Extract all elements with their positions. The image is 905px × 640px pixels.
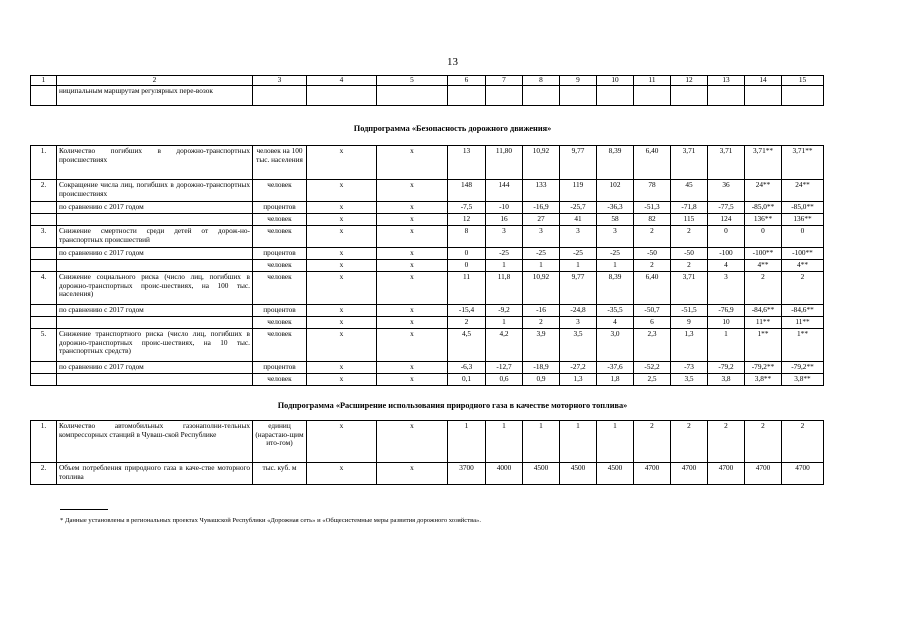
value-cell: 119 <box>560 180 597 202</box>
value-cell: 1 <box>708 329 745 362</box>
value-cell: 6 <box>634 317 671 329</box>
value-cell: -25 <box>560 248 597 260</box>
value-cell: 4 <box>708 260 745 272</box>
value-cell: -15,4 <box>448 305 486 317</box>
value-cell: -76,9 <box>708 305 745 317</box>
cell-empty <box>377 85 448 105</box>
value-cell: х <box>307 362 377 374</box>
value-cell: 11 <box>448 272 486 305</box>
continuation-row <box>31 85 824 105</box>
value-cell: х <box>307 463 377 485</box>
value-cell: 102 <box>597 180 634 202</box>
value-cell: 3,8** <box>782 374 824 386</box>
value-cell: -50 <box>671 248 708 260</box>
row-number <box>31 374 57 386</box>
value-cell: 148 <box>448 180 486 202</box>
column-header: 13 <box>708 76 745 86</box>
value-cell: 9,77 <box>560 272 597 305</box>
value-cell: -52,2 <box>634 362 671 374</box>
value-cell: 1 <box>523 421 560 463</box>
subprogram-title-road-safety: Подпрограмма «Безопасность дорожного движения» <box>353 124 552 133</box>
value-cell: 4** <box>782 260 824 272</box>
value-cell: -10 <box>486 202 523 214</box>
value-cell: 4700 <box>634 463 671 485</box>
value-cell: 3,5 <box>671 374 708 386</box>
value-cell: х <box>377 214 448 226</box>
cell-empty <box>57 374 253 386</box>
unit-cell: человек <box>253 226 307 248</box>
indicator-name: Количество погибших в дорожно-транспортных происшествиях <box>57 146 253 180</box>
value-cell: х <box>377 260 448 272</box>
value-cell: 2,3 <box>634 329 671 362</box>
value-cell: 133 <box>523 180 560 202</box>
cell-empty <box>31 85 57 105</box>
value-cell: х <box>307 248 377 260</box>
value-cell: 1 <box>597 421 634 463</box>
value-cell: -100 <box>708 248 745 260</box>
value-cell: 3,71** <box>782 146 824 180</box>
cell-empty <box>307 85 377 105</box>
unit-cell: процентов <box>253 362 307 374</box>
value-cell: 3,8 <box>708 374 745 386</box>
value-cell: 8,39 <box>597 146 634 180</box>
value-cell: 36 <box>708 180 745 202</box>
cell-empty <box>782 85 824 105</box>
unit-cell: единиц (нарастаю-щим ито-гом) <box>253 421 307 463</box>
value-cell: 144 <box>486 180 523 202</box>
value-cell: -79,2** <box>782 362 824 374</box>
value-cell: 82 <box>634 214 671 226</box>
value-cell: 11,80 <box>486 146 523 180</box>
table-row <box>31 260 824 272</box>
value-cell: 0 <box>448 248 486 260</box>
column-header: 5 <box>377 76 448 86</box>
row-number: 1. <box>31 146 57 180</box>
value-cell: х <box>377 305 448 317</box>
row-number <box>31 248 57 260</box>
value-cell: -71,8 <box>671 202 708 214</box>
value-cell: 1 <box>560 421 597 463</box>
value-cell: х <box>307 202 377 214</box>
value-cell: 1 <box>560 260 597 272</box>
row-number <box>31 317 57 329</box>
value-cell: 3 <box>560 226 597 248</box>
value-cell: 4,2 <box>486 329 523 362</box>
page-number: 13 <box>447 56 458 68</box>
value-cell: -18,9 <box>523 362 560 374</box>
value-cell: 2 <box>634 421 671 463</box>
value-cell: 4000 <box>486 463 523 485</box>
value-cell: -6,3 <box>448 362 486 374</box>
unit-cell: человек <box>253 260 307 272</box>
value-cell: 2 <box>634 226 671 248</box>
value-cell: -35,5 <box>597 305 634 317</box>
value-cell: х <box>307 146 377 180</box>
unit-cell: тыс. куб. м <box>253 463 307 485</box>
value-cell: х <box>307 260 377 272</box>
value-cell: 3,71 <box>708 146 745 180</box>
table-row <box>31 463 824 485</box>
column-header: 12 <box>671 76 708 86</box>
value-cell: 6,40 <box>634 272 671 305</box>
value-cell: 10,92 <box>523 272 560 305</box>
value-cell: 8,39 <box>597 272 634 305</box>
table-row <box>31 329 824 362</box>
value-cell: х <box>307 421 377 463</box>
indicator-name: Снижение транспортного риска (число лиц, погибших в дорожно-транспортных проис-шествиях, на 10 тыс. транспортных средств) <box>57 329 253 362</box>
value-cell: х <box>307 214 377 226</box>
value-cell: -25 <box>597 248 634 260</box>
value-cell: 4500 <box>597 463 634 485</box>
value-cell: -12,7 <box>486 362 523 374</box>
value-cell: 2 <box>671 421 708 463</box>
indicator-subname: по сравнению с 2017 годом <box>57 248 253 260</box>
value-cell: 2 <box>745 421 782 463</box>
value-cell: 3 <box>486 226 523 248</box>
subprogram-title-natural-gas: Подпрограмма «Расширение использования природного газа в качестве моторного топлива» <box>277 401 628 410</box>
value-cell: 2 <box>634 260 671 272</box>
indicator-name: Снижение социального риска (число лиц, погибших в дорожно-транспортных проис-шествиях, на 100 тыс. населения) <box>57 272 253 305</box>
value-cell: 3 <box>597 226 634 248</box>
value-cell: 4 <box>597 317 634 329</box>
road-safety-table <box>30 145 824 386</box>
value-cell: 9 <box>671 317 708 329</box>
value-cell: х <box>307 226 377 248</box>
value-cell: 1** <box>745 329 782 362</box>
cell-empty <box>57 260 253 272</box>
value-cell: х <box>377 463 448 485</box>
value-cell: -77,5 <box>708 202 745 214</box>
table-row <box>31 202 824 214</box>
value-cell: 45 <box>671 180 708 202</box>
value-cell: х <box>377 180 448 202</box>
value-cell: 11** <box>745 317 782 329</box>
value-cell: 0,9 <box>523 374 560 386</box>
value-cell: 1 <box>448 421 486 463</box>
value-cell: 3,5 <box>560 329 597 362</box>
cell-empty <box>523 85 560 105</box>
column-header: 10 <box>597 76 634 86</box>
value-cell: 4500 <box>560 463 597 485</box>
value-cell: -100** <box>782 248 824 260</box>
unit-cell: человек <box>253 317 307 329</box>
value-cell: 4700 <box>745 463 782 485</box>
indicator-name: ниципальным маршрутам регулярных пере-возок <box>57 85 253 105</box>
value-cell: -73 <box>671 362 708 374</box>
table-row <box>31 305 824 317</box>
value-cell: -16 <box>523 305 560 317</box>
value-cell: 3 <box>708 272 745 305</box>
value-cell: х <box>307 317 377 329</box>
value-cell: 136** <box>782 214 824 226</box>
value-cell: -36,3 <box>597 202 634 214</box>
value-cell: 3,8** <box>745 374 782 386</box>
table-row <box>31 248 824 260</box>
value-cell: 136** <box>745 214 782 226</box>
indicator-subname: по сравнению с 2017 годом <box>57 202 253 214</box>
value-cell: 3,71 <box>671 272 708 305</box>
column-header: 8 <box>523 76 560 86</box>
value-cell: -16,9 <box>523 202 560 214</box>
cell-empty <box>671 85 708 105</box>
unit-cell: процентов <box>253 305 307 317</box>
unit-cell: человек <box>253 329 307 362</box>
value-cell: 3,9 <box>523 329 560 362</box>
value-cell: 0 <box>708 226 745 248</box>
table-row <box>31 362 824 374</box>
value-cell: х <box>377 248 448 260</box>
value-cell: 41 <box>560 214 597 226</box>
value-cell: -51,5 <box>671 305 708 317</box>
table-row <box>31 374 824 386</box>
column-header: 6 <box>448 76 486 86</box>
column-header: 14 <box>745 76 782 86</box>
row-number <box>31 260 57 272</box>
value-cell: 1** <box>782 329 824 362</box>
row-number <box>31 362 57 374</box>
table-row <box>31 421 824 463</box>
value-cell: -25,7 <box>560 202 597 214</box>
value-cell: 1 <box>486 421 523 463</box>
value-cell: х <box>307 272 377 305</box>
column-header: 1 <box>31 76 57 86</box>
cell-empty <box>634 85 671 105</box>
value-cell: 1 <box>597 260 634 272</box>
column-header: 2 <box>57 76 253 86</box>
table-row <box>31 146 824 180</box>
value-cell: 1 <box>486 260 523 272</box>
value-cell: -50 <box>634 248 671 260</box>
value-cell: 2,5 <box>634 374 671 386</box>
value-cell: х <box>307 329 377 362</box>
table-row <box>31 226 824 248</box>
indicator-subname: по сравнению с 2017 годом <box>57 362 253 374</box>
value-cell: 115 <box>671 214 708 226</box>
value-cell: х <box>377 362 448 374</box>
footnote-separator <box>60 509 108 510</box>
row-number <box>31 305 57 317</box>
value-cell: 124 <box>708 214 745 226</box>
value-cell: -7,5 <box>448 202 486 214</box>
column-header: 11 <box>634 76 671 86</box>
value-cell: 3 <box>560 317 597 329</box>
value-cell: 0 <box>782 226 824 248</box>
value-cell: 27 <box>523 214 560 226</box>
value-cell: 2 <box>671 226 708 248</box>
value-cell: 11** <box>782 317 824 329</box>
value-cell: 4700 <box>708 463 745 485</box>
cell-empty <box>57 214 253 226</box>
value-cell: -100** <box>745 248 782 260</box>
cell-empty <box>597 85 634 105</box>
value-cell: 4700 <box>782 463 824 485</box>
value-cell: -84,6** <box>745 305 782 317</box>
indicator-name: Объем потребления природного газа в каче-стве моторного топлива <box>57 463 253 485</box>
row-number: 4. <box>31 272 57 305</box>
value-cell: -79,2 <box>708 362 745 374</box>
value-cell: х <box>377 226 448 248</box>
cell-empty <box>57 317 253 329</box>
row-number: 1. <box>31 421 57 463</box>
cell-empty <box>745 85 782 105</box>
value-cell: 4** <box>745 260 782 272</box>
cell-empty <box>560 85 597 105</box>
value-cell: -50,7 <box>634 305 671 317</box>
indicator-name: Количество автомобильных газонаполни-тельных компрессорных станций в Чуваш-ской Республике <box>57 421 253 463</box>
row-number: 2. <box>31 463 57 485</box>
value-cell: х <box>377 202 448 214</box>
value-cell: -85,0** <box>782 202 824 214</box>
row-number: 3. <box>31 226 57 248</box>
value-cell: 6,40 <box>634 146 671 180</box>
row-number: 2. <box>31 180 57 202</box>
row-number <box>31 214 57 226</box>
value-cell: 1,3 <box>671 329 708 362</box>
value-cell: 0,6 <box>486 374 523 386</box>
unit-cell: человек <box>253 374 307 386</box>
cell-empty <box>486 85 523 105</box>
value-cell: х <box>377 329 448 362</box>
column-header: 15 <box>782 76 824 86</box>
value-cell: х <box>377 272 448 305</box>
table-row <box>31 272 824 305</box>
value-cell: 2 <box>782 421 824 463</box>
value-cell: 3 <box>523 226 560 248</box>
value-cell: х <box>377 146 448 180</box>
cell-empty <box>448 85 486 105</box>
value-cell: 16 <box>486 214 523 226</box>
table-row <box>31 180 824 202</box>
value-cell: х <box>377 374 448 386</box>
value-cell: 3700 <box>448 463 486 485</box>
value-cell: 12 <box>448 214 486 226</box>
value-cell: 1,8 <box>597 374 634 386</box>
unit-cell: человек <box>253 180 307 202</box>
value-cell: 0 <box>448 260 486 272</box>
value-cell: -25 <box>486 248 523 260</box>
table-row <box>31 317 824 329</box>
value-cell: 10 <box>708 317 745 329</box>
value-cell: 4500 <box>523 463 560 485</box>
value-cell: 4,5 <box>448 329 486 362</box>
value-cell: х <box>377 421 448 463</box>
value-cell: -24,8 <box>560 305 597 317</box>
value-cell: -9,2 <box>486 305 523 317</box>
value-cell: 2 <box>782 272 824 305</box>
value-cell: х <box>307 305 377 317</box>
unit-cell: человек <box>253 272 307 305</box>
value-cell: 1 <box>486 317 523 329</box>
value-cell: 0,1 <box>448 374 486 386</box>
value-cell: 3,71 <box>671 146 708 180</box>
value-cell: -27,2 <box>560 362 597 374</box>
value-cell: х <box>307 180 377 202</box>
value-cell: 2 <box>523 317 560 329</box>
value-cell: -51,3 <box>634 202 671 214</box>
value-cell: 10,92 <box>523 146 560 180</box>
value-cell: 9,77 <box>560 146 597 180</box>
value-cell: -25 <box>523 248 560 260</box>
unit-cell: процентов <box>253 248 307 260</box>
unit-cell: процентов <box>253 202 307 214</box>
unit-cell: человек <box>253 214 307 226</box>
value-cell: 24** <box>745 180 782 202</box>
column-header: 7 <box>486 76 523 86</box>
indicator-name: Снижение смертности среди детей от дорож-но-транспортных происшествий <box>57 226 253 248</box>
value-cell: 8 <box>448 226 486 248</box>
value-cell: 13 <box>448 146 486 180</box>
column-header: 9 <box>560 76 597 86</box>
value-cell: 11,8 <box>486 272 523 305</box>
value-cell: 3,71** <box>745 146 782 180</box>
value-cell: -79,2** <box>745 362 782 374</box>
footnote: * Данные установлены в региональных проектах Чувашской Республики «Дорожная сеть» и «Общесистемные меры развития дорожного хозяйства». <box>60 517 481 524</box>
value-cell: 1,3 <box>560 374 597 386</box>
value-cell: -37,6 <box>597 362 634 374</box>
column-header: 3 <box>253 76 307 86</box>
unit-cell: человек на 100 тыс. населения <box>253 146 307 180</box>
row-number <box>31 202 57 214</box>
value-cell: 24** <box>782 180 824 202</box>
indicator-name: Сокращение числа лиц, погибших в дорожно-транспортных происшествиях <box>57 180 253 202</box>
column-header: 4 <box>307 76 377 86</box>
value-cell: -85,0** <box>745 202 782 214</box>
indicator-subname: по сравнению с 2017 годом <box>57 305 253 317</box>
cell-empty <box>708 85 745 105</box>
value-cell: 3,0 <box>597 329 634 362</box>
row-number: 5. <box>31 329 57 362</box>
natural-gas-table <box>30 420 824 485</box>
value-cell: -84,6** <box>782 305 824 317</box>
value-cell: х <box>377 317 448 329</box>
value-cell: 2 <box>745 272 782 305</box>
value-cell: 1 <box>523 260 560 272</box>
indicators-table <box>30 75 824 106</box>
table-row <box>31 214 824 226</box>
value-cell: 0 <box>745 226 782 248</box>
value-cell: 2 <box>671 260 708 272</box>
value-cell: 2 <box>708 421 745 463</box>
value-cell: 78 <box>634 180 671 202</box>
table-header <box>31 76 824 86</box>
value-cell: х <box>307 374 377 386</box>
value-cell: 2 <box>448 317 486 329</box>
value-cell: 58 <box>597 214 634 226</box>
value-cell: 4700 <box>671 463 708 485</box>
cell-empty <box>253 85 307 105</box>
